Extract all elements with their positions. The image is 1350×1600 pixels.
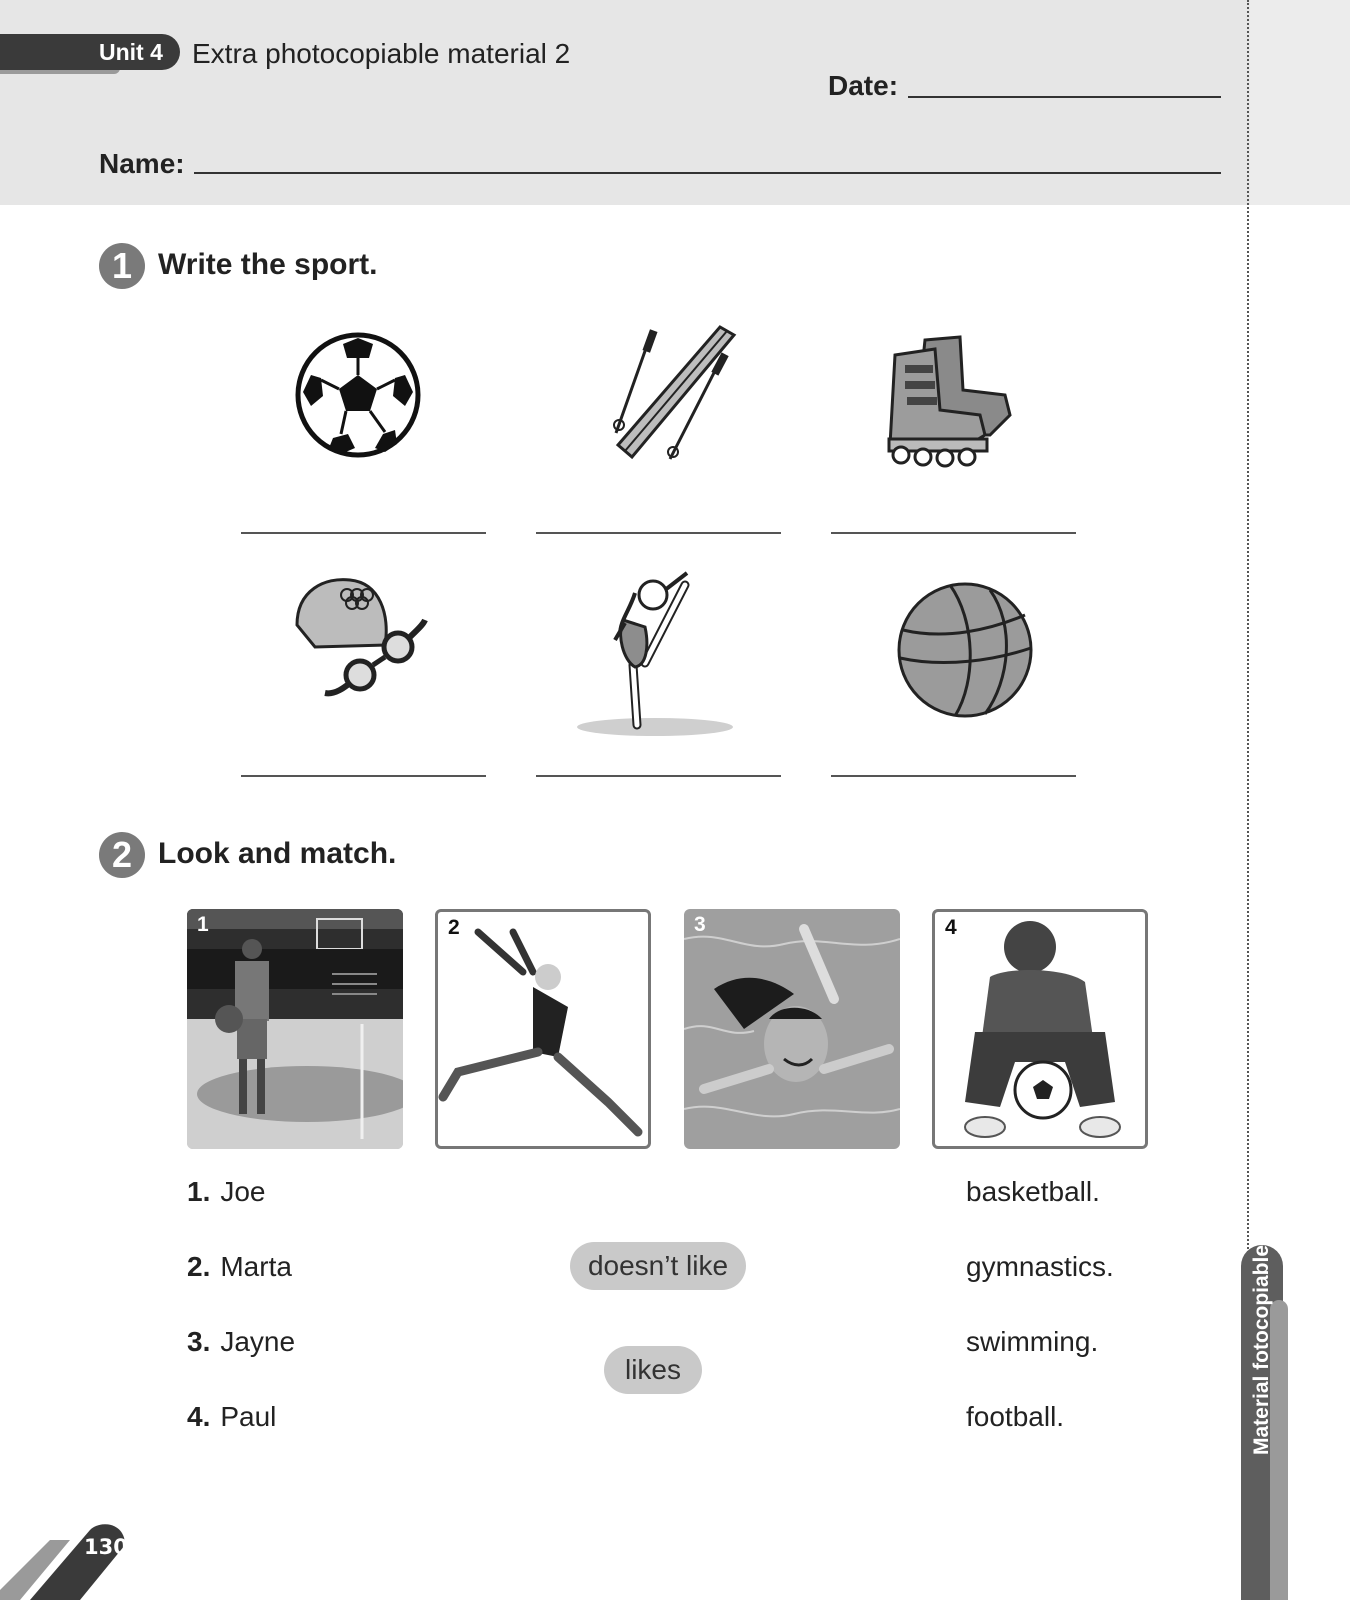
row-1-number: 1. (187, 1176, 211, 1207)
answer-line-2[interactable] (536, 532, 781, 534)
swim-cap-goggles-icon (295, 575, 435, 710)
unit-label: Unit 4 (99, 39, 163, 65)
row-4-number: 4. (187, 1401, 211, 1432)
photo-1-basketball (187, 909, 403, 1149)
sad-boy-football-image (935, 912, 1148, 1149)
photo-1-number: 1 (197, 913, 209, 936)
sport-word-2: gymnastics. (966, 1251, 1114, 1282)
name-label: Name: (99, 148, 185, 179)
match-row-1 (187, 1176, 266, 1208)
roller-skates-icon (885, 335, 1025, 470)
answer-line-5[interactable] (536, 775, 781, 777)
page-number: 130 (84, 1535, 128, 1559)
right-strip (1250, 0, 1350, 205)
leaping-gymnast-image (438, 912, 651, 1149)
photo-4-number: 4 (945, 916, 957, 939)
page-title: Extra photocopiable material 2 (192, 38, 571, 69)
basketball-icon (895, 580, 1035, 720)
photo-2-number: 2 (448, 916, 460, 939)
match-row-4 (187, 1401, 276, 1433)
exercise-2-number: 2 (99, 832, 145, 878)
sport-word-4: football. (966, 1401, 1065, 1432)
basketball-court-image (187, 909, 403, 1149)
row-2-number: 2. (187, 1251, 211, 1282)
photo-2-gymnastics (435, 909, 651, 1149)
answer-line-6[interactable] (831, 775, 1076, 777)
row-3-number: 3. (187, 1326, 211, 1357)
answer-line-1[interactable] (241, 532, 486, 534)
football-icon (293, 330, 423, 460)
page-number-tab (0, 1500, 160, 1600)
answer-line-4[interactable] (241, 775, 486, 777)
row-4-name: Paul (220, 1401, 277, 1432)
date-field[interactable] (908, 96, 1221, 98)
answer-line-3[interactable] (831, 532, 1076, 534)
date-label: Date: (828, 70, 899, 101)
photo-3-number: 3 (694, 913, 706, 936)
photo-4-football (932, 909, 1148, 1149)
header-band (0, 0, 1250, 205)
gymnast-icon (575, 565, 735, 740)
row-2-name: Marta (220, 1251, 292, 1282)
match-row-2 (187, 1251, 292, 1283)
side-tab-label: Material fotocopiable (1250, 1244, 1273, 1456)
match-row-3 (187, 1326, 295, 1358)
row-3-name: Jayne (220, 1326, 296, 1357)
photo-3-swimming (684, 909, 900, 1149)
name-field[interactable] (194, 172, 1221, 174)
exercise-1-title: Write the sport. (158, 248, 378, 281)
row-1-name: Joe (220, 1176, 266, 1207)
swimming-girl-image (684, 909, 900, 1149)
skis-icon (610, 325, 750, 470)
sport-word-3: swimming. (966, 1326, 1099, 1357)
verb-likes[interactable]: likes (604, 1346, 702, 1394)
exercise-1-number: 1 (99, 243, 145, 289)
exercise-2-title: Look and match. (158, 837, 397, 870)
sport-word-1: basketball. (966, 1176, 1100, 1207)
verb-doesnt-like[interactable]: doesn’t like (570, 1242, 746, 1290)
unit-tab (0, 34, 180, 74)
